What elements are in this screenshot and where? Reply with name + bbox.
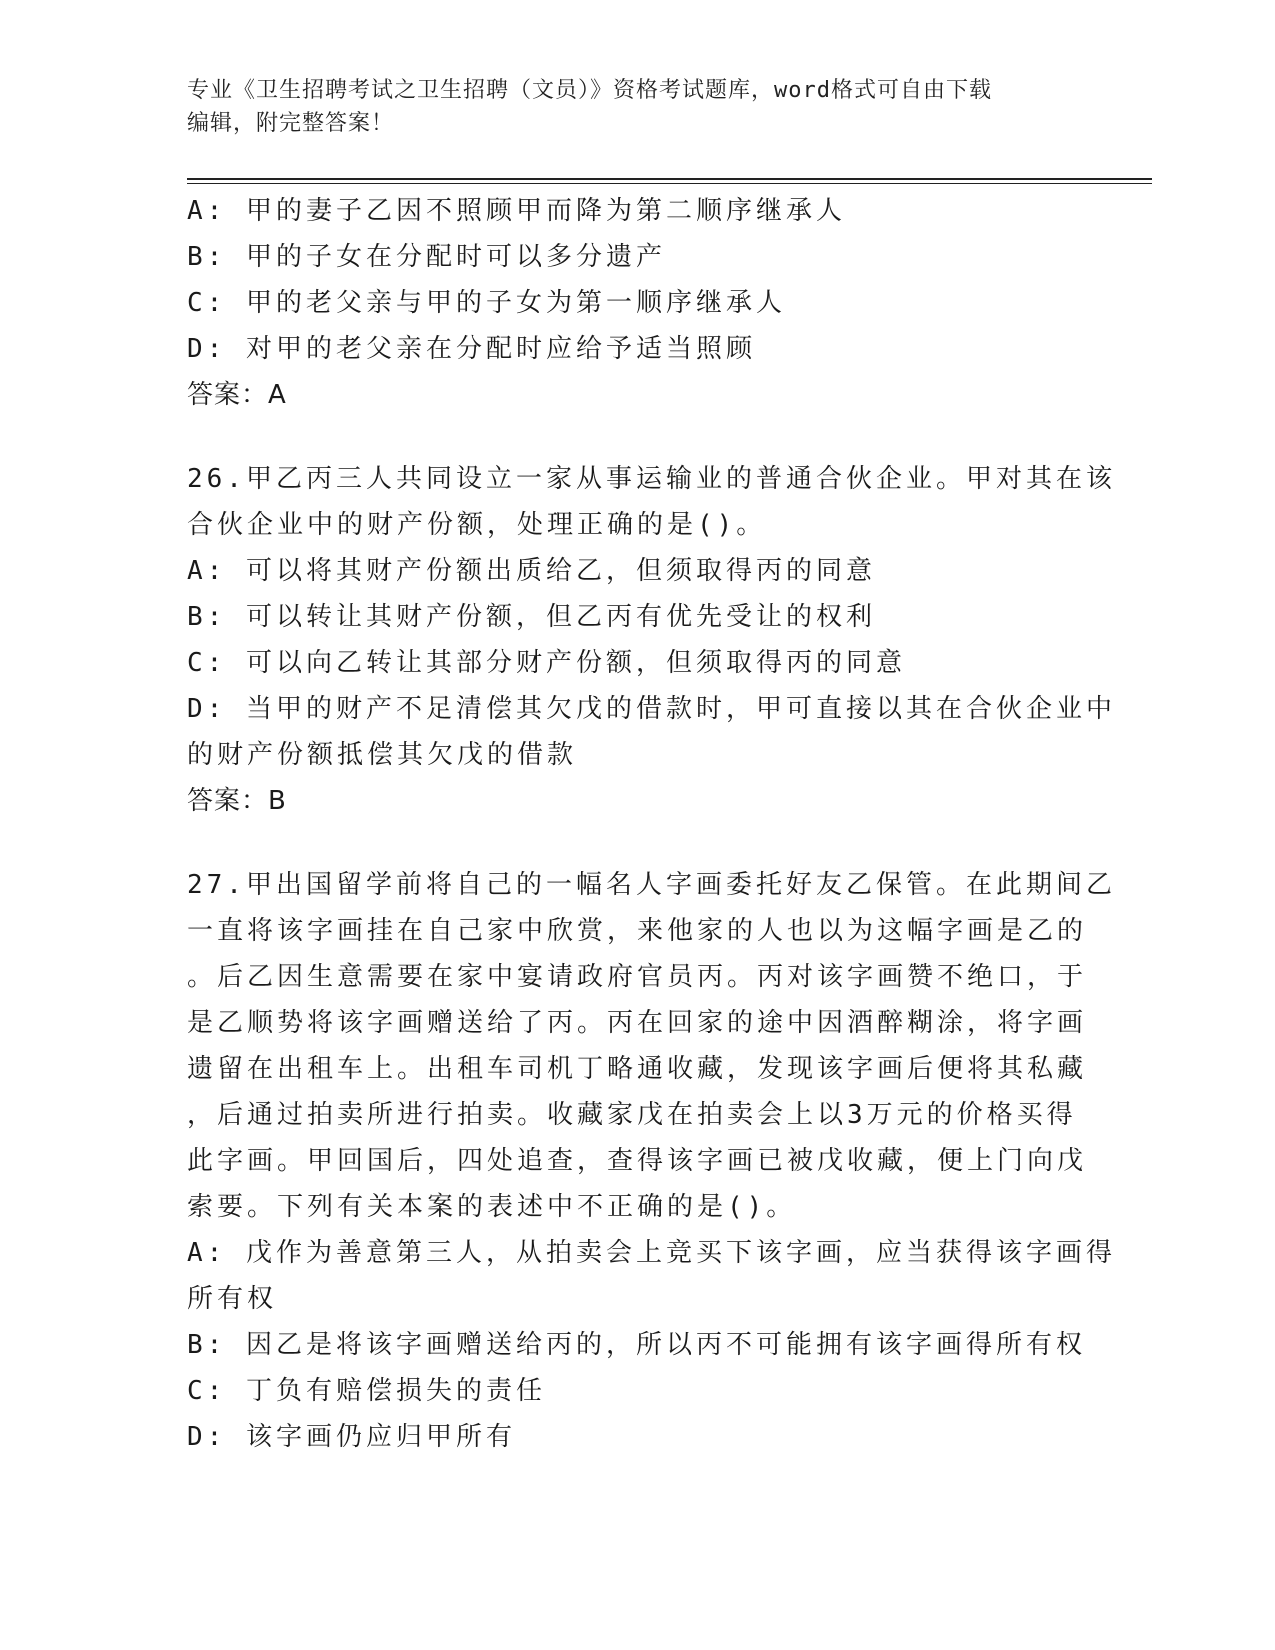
question-stem-line: 遗留在出租车上。出租车司机丁略通收藏，发现该字画后便将其私藏: [187, 1054, 1088, 1084]
document-header: [187, 74, 1087, 140]
question-stem-line: 合伙企业中的财产份额，处理正确的是()。: [187, 510, 767, 540]
option-d: D: 当甲的财产不足清偿其欠戊的借款时，甲可直接以其在合伙企业中: [187, 694, 1116, 724]
option-a: A: 戊作为善意第三人，从拍卖会上竞买下该字画，应当获得该字画得: [187, 1238, 1116, 1268]
header-line-1: 专业《卫生招聘考试之卫生招聘（文员）》资格考试题库，word格式可自由下载: [187, 78, 992, 103]
question-stem-line: 。后乙因生意需要在家中宴请政府官员丙。丙对该字画赞不绝口，于: [187, 962, 1088, 992]
question-stem-line: ，后通过拍卖所进行拍卖。收藏家戊在拍卖会上以3万元的价格买得: [187, 1100, 1077, 1130]
option-d: D: 对甲的老父亲在分配时应给予适当照顾: [187, 334, 756, 364]
document-body: [187, 188, 1116, 1460]
question-27: [187, 862, 1116, 1460]
option-d-continuation: 的财产份额抵偿其欠戊的借款: [187, 740, 578, 770]
spacer: [187, 418, 1077, 456]
question-stem-line: 26.甲乙丙三人共同设立一家从事运输业的普通合伙企业。甲对其在该: [187, 464, 1116, 494]
header-line-2: 编辑，附完整答案！: [187, 111, 395, 136]
option-d: D: 该字画仍应归甲所有: [187, 1422, 516, 1452]
option-c: C: 甲的老父亲与甲的子女为第一顺序继承人: [187, 288, 786, 318]
option-c: C: 丁负有赔偿损失的责任: [187, 1376, 546, 1406]
option-c: C: 可以向乙转让其部分财产份额，但须取得丙的同意: [187, 648, 906, 678]
question-stem-line: 是乙顺势将该字画赠送给了丙。丙在回家的途中因酒醉糊涂，将字画: [187, 1008, 1088, 1038]
option-b: B: 可以转让其财产份额，但乙丙有优先受让的权利: [187, 602, 876, 632]
question-stem-line: 索要。下列有关本案的表述中不正确的是()。: [187, 1192, 797, 1222]
question-stem-line: 27.甲出国留学前将自己的一幅名人字画委托好友乙保管。在此期间乙: [187, 870, 1116, 900]
option-b: B: 因乙是将该字画赠送给丙的，所以丙不可能拥有该字画得所有权: [187, 1330, 1086, 1360]
option-a: A: 甲的妻子乙因不照顾甲而降为第二顺序继承人: [187, 196, 846, 226]
option-a-continuation: 所有权: [187, 1284, 278, 1314]
option-b: B: 甲的子女在分配时可以多分遗产: [187, 242, 666, 272]
header-divider: [187, 178, 1152, 180]
question-26: [187, 456, 1116, 824]
question-25: [187, 188, 1077, 418]
question-stem-line: 一直将该字画挂在自己家中欣赏，来他家的人也以为这幅字画是乙的: [187, 916, 1088, 946]
answer-line: 答案：A: [187, 380, 287, 410]
option-a: A: 可以将其财产份额出质给乙，但须取得丙的同意: [187, 556, 876, 586]
question-stem-line: 此字画。甲回国后，四处追查，查得该字画已被戊收藏，便上门向戊: [187, 1146, 1088, 1176]
answer-line: 答案：B: [187, 786, 287, 816]
spacer: [187, 824, 1077, 862]
